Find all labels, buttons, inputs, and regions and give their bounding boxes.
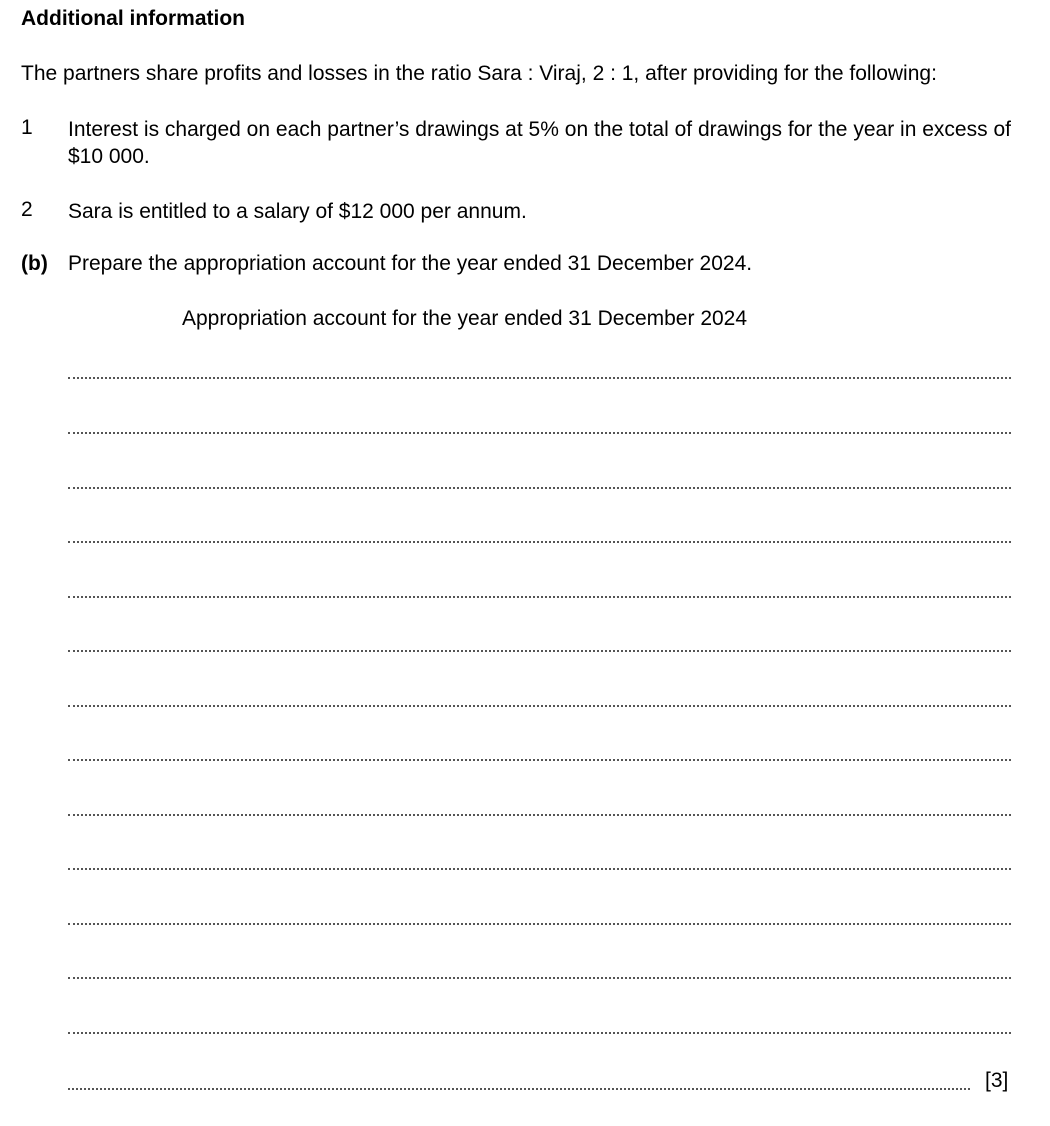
answer-line[interactable] (68, 1088, 970, 1090)
answer-line[interactable] (68, 868, 1011, 870)
answer-line[interactable] (68, 759, 1011, 761)
answer-line[interactable] (68, 377, 1011, 379)
answer-line[interactable] (68, 541, 1011, 543)
answer-line[interactable] (68, 977, 1011, 979)
intro-text: The partners share profits and losses in the ratio Sara : Viraj, 2 : 1, after providing for the following: (21, 62, 937, 85)
answer-line[interactable] (68, 596, 1011, 598)
marks-label: [3] (985, 1069, 1009, 1092)
question-b-text: Prepare the appropriation account for the year ended 31 December 2024. (68, 252, 753, 275)
question-b-label: (b) (21, 252, 48, 275)
answer-line[interactable] (68, 650, 1011, 652)
condition-1-number: 1 (21, 116, 33, 139)
condition-2-text: Sara is entitled to a salary of $12 000 per annum. (68, 200, 527, 223)
additional-info-heading: Additional information (21, 7, 245, 30)
account-title: Appropriation account for the year ended 31 December 2024 (182, 307, 748, 330)
answer-line[interactable] (68, 487, 1011, 489)
answer-line[interactable] (68, 814, 1011, 816)
answer-line[interactable] (68, 432, 1011, 434)
answer-line[interactable] (68, 923, 1011, 925)
answer-line[interactable] (68, 1032, 1011, 1034)
condition-1-text: Interest is charged on each partner’s drawings at 5% on the total of drawings for the year in excess of $10 000. (68, 118, 1011, 168)
condition-2-number: 2 (21, 198, 33, 221)
answer-line[interactable] (68, 705, 1011, 707)
